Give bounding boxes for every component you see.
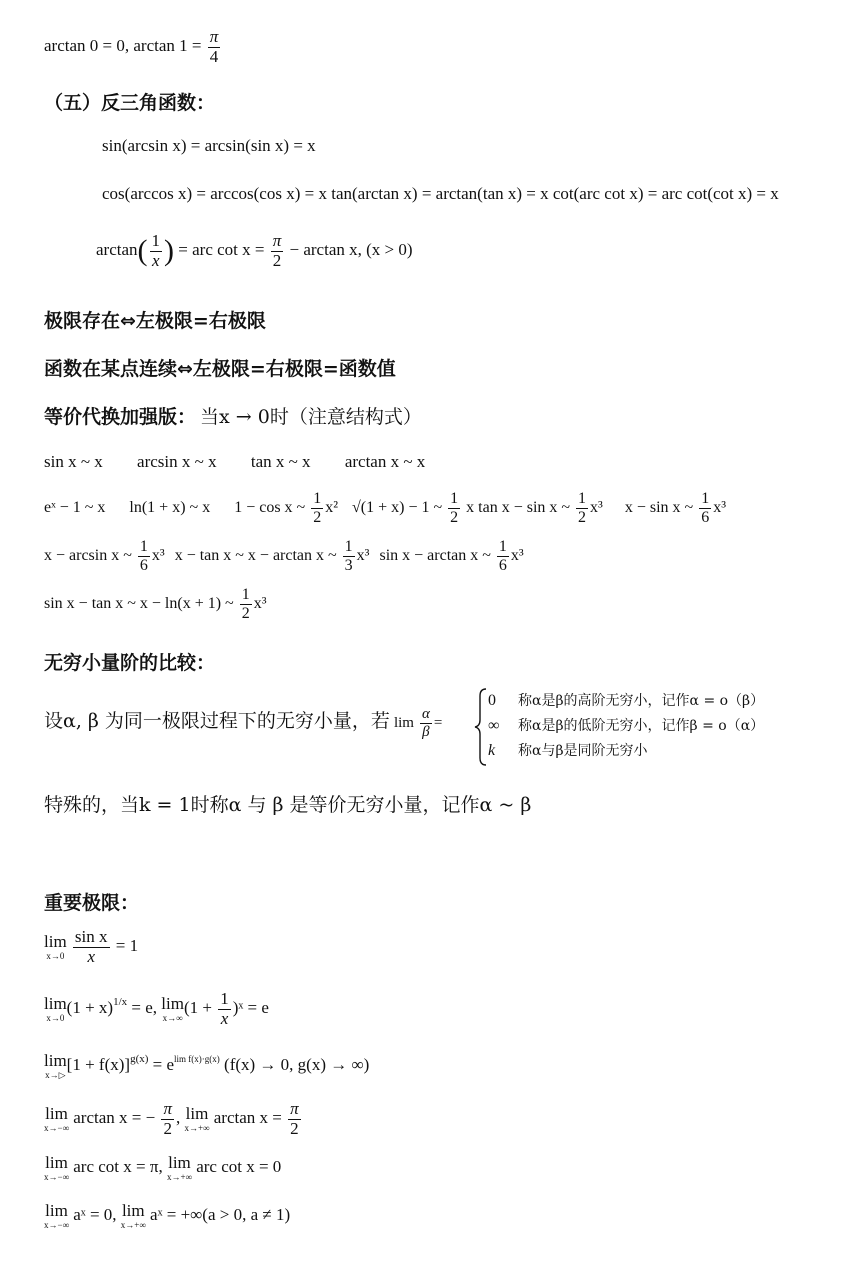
- important-limits-title: 重要极限：: [44, 892, 140, 914]
- lim-subscript: x→−∞: [44, 1123, 69, 1134]
- case-row: [488, 738, 764, 763]
- fraction-numerator: α: [421, 706, 430, 723]
- x-cubed: x³: [253, 594, 267, 612]
- equiv-exp: eˣ − 1 ~ x: [44, 498, 106, 516]
- important-limit-1: [44, 928, 138, 966]
- one-over-x: [150, 232, 163, 270]
- fraction-numerator: 1: [578, 490, 587, 507]
- x-cubed: x³: [356, 546, 370, 564]
- lim-subscript: x→0: [46, 951, 65, 962]
- limit-exists-statement: 极限存在⇔左极限=右极限: [44, 310, 266, 332]
- lim-word: lim: [121, 1201, 145, 1220]
- case-value: 0: [488, 692, 496, 709]
- important-limit-5: [44, 1154, 281, 1182]
- pi-over-two: [271, 232, 284, 270]
- case-row: [488, 688, 764, 713]
- fraction-denominator: β: [422, 723, 430, 740]
- equiv-tan-minus-sin: x tan x − sin x ~: [466, 498, 571, 516]
- lim-subscript: x→0: [46, 1013, 65, 1024]
- fraction-numerator: 1: [241, 586, 250, 603]
- equivalence-row-1: [44, 452, 425, 472]
- equivalence-row-4: [44, 586, 267, 622]
- lim-subscript: x→−∞: [44, 1220, 69, 1230]
- equiv-arcsin: arcsin x ~ x: [137, 452, 217, 471]
- lim-subscript: x→▷: [45, 1070, 66, 1080]
- limit-expression: arc cot x = π,: [73, 1156, 163, 1176]
- case-row: [488, 713, 764, 738]
- limit-result: = 1: [115, 936, 139, 956]
- x-cubed: x³: [590, 498, 603, 516]
- fraction-numerator: π: [163, 1099, 172, 1118]
- lim-word: lim: [44, 994, 67, 1014]
- fraction-denominator: 2: [313, 508, 322, 526]
- case-description: 称α是β的低阶无穷小，记作β = o（α）: [518, 718, 765, 734]
- x-cubed: x³: [151, 546, 165, 564]
- limit-expression: aˣ = 0,: [73, 1204, 117, 1224]
- fraction-denominator: 3: [344, 556, 353, 574]
- equiv-arctan: arctan x ~ x: [344, 452, 426, 471]
- limit-expression: arctan x =: [213, 1108, 282, 1128]
- equivalent-condition: 当x → 0时（注意结构式）: [200, 406, 422, 428]
- inverse-identity-arctan-reciprocal: arctan( $\frac{1}{x}$ ) = arc cot x = $\frac{\pi}{2}$ − arctan x, (x > 0): [96, 231, 413, 270]
- limit-expression: arctan x = −: [73, 1108, 156, 1128]
- fraction-numerator: π: [290, 1099, 299, 1118]
- fraction-denominator: x: [152, 250, 160, 270]
- limit-expression: (1 +: [183, 998, 212, 1018]
- fraction-denominator: x: [220, 1008, 229, 1028]
- equiv-ln: ln(1 + x) ~ x: [129, 498, 211, 516]
- exponent: g(x): [130, 1052, 149, 1065]
- special-case-statement: 特殊的，当k = 1时称α 与 β 是等价无穷小量，记作α ~ β: [44, 794, 532, 816]
- continuity-statement: 函数在某点连续⇔左极限=右极限=函数值: [44, 358, 396, 380]
- fraction-numerator: 1: [220, 989, 229, 1008]
- fraction-numerator: 1: [450, 490, 459, 507]
- equivalence-row-2: [44, 490, 726, 526]
- equiv-sqrt: √(1 + x) − 1 ~: [352, 498, 443, 516]
- exponent: 1/x: [113, 996, 128, 1009]
- infinitesimal-comparison-title: 无穷小量阶的比较：: [44, 652, 216, 674]
- lim-subscript: x→+∞: [184, 1123, 210, 1134]
- equiv-sin-minus-arctan: sin x − arctan x ~: [379, 546, 491, 564]
- pi-over-four: [208, 28, 221, 66]
- x-cubed: x³: [510, 546, 524, 564]
- limit-expression: (1 + x): [66, 998, 114, 1018]
- limit-result: = e: [152, 1054, 175, 1074]
- fraction-denominator: x: [87, 946, 95, 966]
- section-inverse-trig-title: （五）反三角函数：: [44, 92, 216, 114]
- infinitesimal-intro-text: 设α, β 为同一极限过程下的无穷小量，若: [44, 710, 390, 732]
- equiv-x-minus-arcsin: x − arcsin x ~: [44, 546, 132, 564]
- limit-expression: aˣ = +∞(a > 0, a ≠ 1): [150, 1204, 291, 1224]
- fraction-numerator: π: [272, 231, 282, 250]
- fraction-numerator: 1: [344, 538, 353, 555]
- fraction-denominator: 2: [241, 604, 250, 622]
- equiv-tan: tan x ~ x: [250, 452, 311, 471]
- lim-word: lim: [44, 1051, 67, 1070]
- case-description: 称α与β是同阶无穷小: [518, 743, 648, 759]
- fraction-numerator: π: [209, 27, 219, 46]
- exponent: lim f(x)·g(x): [174, 1053, 220, 1064]
- fraction-denominator: 6: [498, 556, 507, 574]
- lim-word: lim: [45, 1153, 68, 1172]
- equiv-x-minus-tan: x − tan x ~ x − arctan x ~: [174, 546, 337, 564]
- lim-subscript: x→+∞: [120, 1220, 146, 1230]
- arctan-minus-condition: − arctan x, (x > 0): [289, 240, 413, 260]
- limit-condition: (f(x) → 0, g(x) → ∞): [224, 1054, 370, 1074]
- equiv-x-minus-sin: x − sin x ~: [624, 498, 694, 516]
- lim-word: lim: [393, 715, 414, 731]
- arctan-values-line: [44, 28, 222, 66]
- lim-subscript: x→+∞: [166, 1172, 192, 1182]
- fraction-numerator: 1: [701, 490, 710, 507]
- limit-expression: [1 + f(x)]: [66, 1054, 131, 1074]
- equivalent-substitution-heading: [44, 402, 422, 429]
- important-limit-2: [44, 990, 269, 1028]
- fraction-denominator: 6: [701, 508, 710, 526]
- x-squared: x²: [325, 498, 338, 516]
- cases-brace-icon: [474, 688, 488, 766]
- case-value: ∞: [488, 717, 500, 734]
- fraction-numerator: sin x: [74, 927, 108, 946]
- equiv-sin-minus-tan: sin x − tan x ~ x − ln(x + 1) ~: [44, 594, 234, 612]
- lim-subscript: x→∞: [162, 1013, 183, 1024]
- equivalence-row-3: [44, 538, 524, 574]
- lim-word: lim: [44, 932, 67, 952]
- important-limit-6: [44, 1202, 290, 1230]
- arccot-equals: = arc cot x =: [178, 240, 265, 260]
- limit-result: )ˣ = e: [232, 998, 269, 1018]
- limit-expression: arc cot x = 0: [196, 1156, 282, 1176]
- fraction-denominator: 2: [450, 508, 459, 526]
- equiv-sin: sin x ~ x: [44, 452, 103, 471]
- fraction-numerator: 1: [313, 490, 322, 507]
- fraction-numerator: 1: [498, 538, 507, 555]
- infinitesimal-intro-line: 设α, β 为同一极限过程下的无穷小量，若 lim $\frac{\alpha}{\beta}$ =: [44, 706, 443, 740]
- lim-subscript: x→−∞: [44, 1172, 69, 1182]
- lim-word: lim: [161, 994, 184, 1014]
- fraction-numerator: 1: [151, 231, 161, 250]
- lim-word: lim: [45, 1201, 68, 1220]
- fraction-numerator: 1: [139, 538, 148, 555]
- important-limit-3: [44, 1052, 369, 1080]
- equivalent-title: 等价代换加强版：: [44, 406, 197, 428]
- limit-result: = e,: [131, 998, 158, 1018]
- lim-word: lim: [45, 1104, 68, 1124]
- lim-word: lim: [185, 1104, 209, 1124]
- case-description: 称α是β的高阶无穷小，记作α = o（β）: [518, 693, 765, 709]
- inverse-identity-cos-tan-cot: cos(arccos x) = arccos(cos x) = x tan(arctan x) = arctan(tan x) = x cot(arc cot x) = arc cot(cot x) = x: [102, 184, 779, 203]
- cases-list: [488, 688, 764, 763]
- fraction-denominator: 2: [272, 250, 282, 270]
- fraction-denominator: 2: [290, 1118, 299, 1138]
- x-cubed: x³: [713, 498, 726, 516]
- fraction-denominator: 2: [163, 1118, 172, 1138]
- case-value: k: [488, 742, 496, 759]
- arctan-values-text: arctan 0 = 0, arctan 1 =: [44, 36, 202, 56]
- lim-word: lim: [168, 1153, 191, 1172]
- fraction-denominator: 6: [139, 556, 148, 574]
- important-limit-4: lim x→−∞ arctan x = − $\frac{\pi}{2}$ , lim x→+∞ arctan x = $\frac{\pi}{2}$: [44, 1099, 299, 1138]
- fraction-denominator: 2: [578, 508, 587, 526]
- inverse-identity-sin: sin(arcsin x) = arcsin(sin x) = x: [102, 136, 316, 155]
- arctan-label: arctan: [96, 240, 138, 260]
- equiv-one-minus-cos: 1 − cos x ~: [234, 498, 306, 516]
- fraction-denominator: 4: [209, 46, 219, 66]
